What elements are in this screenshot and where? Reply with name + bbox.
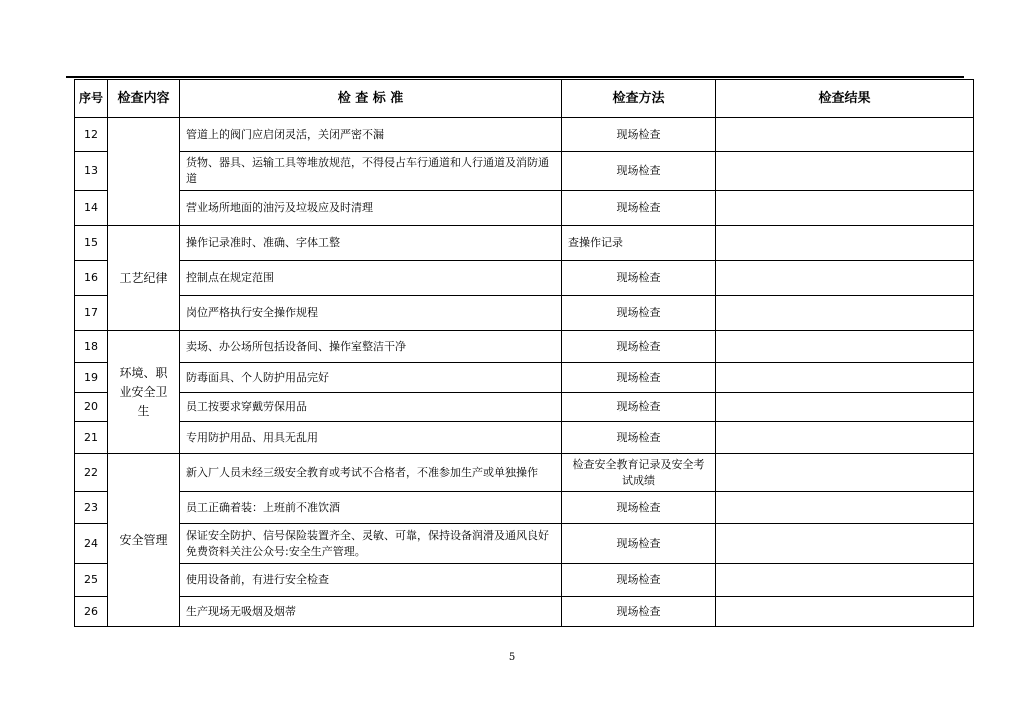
category-env: 环境、职业安全卫生 <box>108 331 180 454</box>
table-row <box>75 597 974 627</box>
row-number: 17 <box>75 296 108 331</box>
row-result[interactable] <box>716 118 974 152</box>
row-standard: 卖场、办公场所包括设备间、操作室整洁干净 <box>180 331 562 363</box>
row-number: 20 <box>75 393 108 422</box>
row-result[interactable] <box>716 296 974 331</box>
row-standard: 操作记录准时、准确、字体工整 <box>180 226 562 261</box>
row-result[interactable] <box>716 226 974 261</box>
header-standard: 检 查 标 准 <box>180 80 562 118</box>
row-method: 查操作记录 <box>562 226 716 261</box>
row-number: 26 <box>75 597 108 627</box>
row-result[interactable] <box>716 492 974 524</box>
category-process: 工艺纪律 <box>108 226 180 331</box>
table-row <box>75 393 974 422</box>
table-row <box>75 363 974 393</box>
table-row <box>75 492 974 524</box>
row-number: 22 <box>75 454 108 492</box>
table-row <box>75 296 974 331</box>
header-item: 检查内容 <box>108 80 180 118</box>
table-row <box>75 226 974 261</box>
table-row <box>75 524 974 564</box>
row-number: 14 <box>75 191 108 226</box>
row-standard: 岗位严格执行安全操作规程 <box>180 296 562 331</box>
row-method: 现场检查 <box>562 261 716 296</box>
table-row <box>75 191 974 226</box>
row-method: 现场检查 <box>562 363 716 393</box>
table-row <box>75 118 974 152</box>
row-method: 现场检查 <box>562 564 716 597</box>
page-number: 5 <box>508 652 516 663</box>
row-result[interactable] <box>716 393 974 422</box>
table-row <box>75 454 974 492</box>
row-number: 12 <box>75 118 108 152</box>
row-standard: 专用防护用品、用具无乱用 <box>180 422 562 454</box>
row-result[interactable] <box>716 524 974 564</box>
row-method: 现场检查 <box>562 331 716 363</box>
row-method: 检查安全教育记录及安全考试成绩 <box>562 454 716 492</box>
row-result[interactable] <box>716 422 974 454</box>
row-method: 现场检查 <box>562 492 716 524</box>
row-method: 现场检查 <box>562 422 716 454</box>
category-safety: 安全管理 <box>108 454 180 627</box>
row-result[interactable] <box>716 363 974 393</box>
row-number: 23 <box>75 492 108 524</box>
row-number: 13 <box>75 152 108 191</box>
row-standard: 防毒面具、个人防护用品完好 <box>180 363 562 393</box>
row-method: 现场检查 <box>562 393 716 422</box>
header-result: 检查结果 <box>716 80 974 118</box>
row-result[interactable] <box>716 597 974 627</box>
row-number: 15 <box>75 226 108 261</box>
row-method: 现场检查 <box>562 524 716 564</box>
row-standard: 管道上的阀门应启闭灵活，关闭严密不漏 <box>180 118 562 152</box>
row-method: 现场检查 <box>562 118 716 152</box>
row-standard: 营业场所地面的油污及垃圾应及时清理 <box>180 191 562 226</box>
table-row <box>75 261 974 296</box>
header-method: 检查方法 <box>562 80 716 118</box>
row-number: 25 <box>75 564 108 597</box>
table-row <box>75 152 974 191</box>
row-standard: 使用设备前，有进行安全检查 <box>180 564 562 597</box>
row-result[interactable] <box>716 331 974 363</box>
row-number: 16 <box>75 261 108 296</box>
table-row <box>75 331 974 363</box>
row-method: 现场检查 <box>562 152 716 191</box>
header-seq: 序号 <box>75 80 108 118</box>
category-empty <box>108 118 180 226</box>
row-number: 24 <box>75 524 108 564</box>
row-number: 21 <box>75 422 108 454</box>
row-standard: 生产现场无吸烟及烟蒂 <box>180 597 562 627</box>
row-standard: 控制点在规定范围 <box>180 261 562 296</box>
row-method: 现场检查 <box>562 597 716 627</box>
row-result[interactable] <box>716 564 974 597</box>
row-result[interactable] <box>716 191 974 226</box>
row-standard: 员工正确着装：上班前不准饮酒 <box>180 492 562 524</box>
inspection-table <box>74 79 974 627</box>
row-standard: 员工按要求穿戴劳保用品 <box>180 393 562 422</box>
row-method: 现场检查 <box>562 296 716 331</box>
row-number: 18 <box>75 331 108 363</box>
table-row <box>75 422 974 454</box>
row-number: 19 <box>75 363 108 393</box>
row-result[interactable] <box>716 261 974 296</box>
row-method: 现场检查 <box>562 191 716 226</box>
row-result[interactable] <box>716 454 974 492</box>
table-row <box>75 564 974 597</box>
row-standard: 货物、器具、运输工具等堆放规范，不得侵占车行通道和人行通道及消防通道 <box>180 152 562 191</box>
header-row <box>75 80 974 118</box>
row-result[interactable] <box>716 152 974 191</box>
row-standard: 新入厂人员未经三级安全教育或考试不合格者，不准参加生产或单独操作 <box>180 454 562 492</box>
row-standard: 保证安全防护、信号保险装置齐全、灵敏、可靠，保持设备润滑及通风良好免费资料关注公众号:安全生产管理。 <box>180 524 562 564</box>
top-rule <box>66 76 964 78</box>
